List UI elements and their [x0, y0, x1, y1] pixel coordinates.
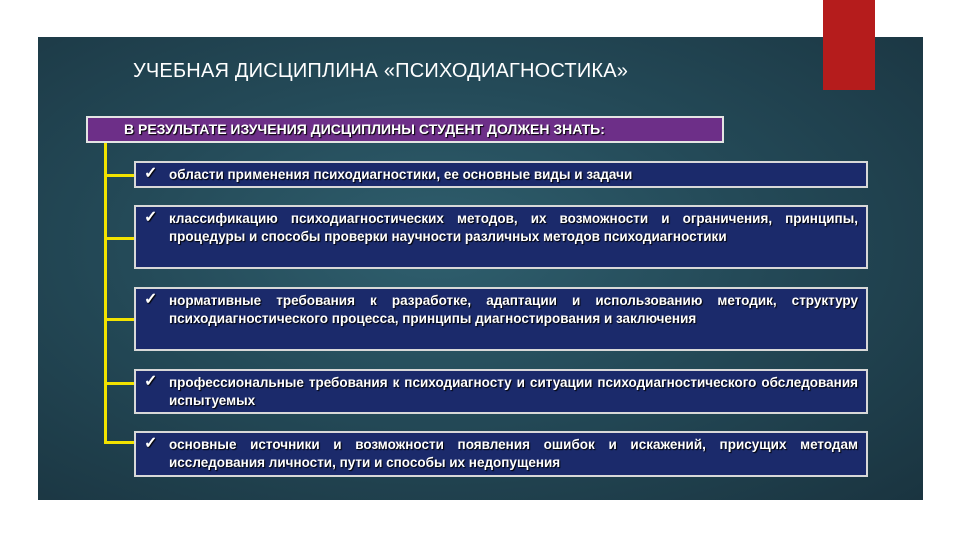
list-item: [134, 431, 868, 477]
list-item: [134, 205, 868, 269]
checkmark-icon: ✓: [144, 435, 158, 452]
connector-trunk: [104, 143, 107, 441]
list-item: [134, 369, 868, 414]
checkmark-icon: ✓: [144, 165, 158, 182]
connector-branch: [104, 441, 134, 444]
connector-branch: [104, 382, 134, 385]
connector-branch: [104, 237, 134, 240]
section-header: В РЕЗУЛЬТАТЕ ИЗУЧЕНИЯ ДИСЦИПЛИНЫ СТУДЕНТ ДОЛЖЕН ЗНАТЬ:: [86, 116, 724, 143]
list-item: [134, 161, 868, 188]
list-item: [134, 287, 868, 351]
checkmark-icon: ✓: [144, 373, 158, 390]
connector-branch: [104, 318, 134, 321]
slide-title: УЧЕБНАЯ ДИСЦИПЛИНА «ПСИХОДИАГНОСТИКА»: [133, 60, 629, 82]
list-item-text: классификацию психодиагностических методов, их возможности и ограничения, принципы, процедуры и способы проверки научности различных методов психодиагностики: [169, 211, 858, 244]
list-item-text: профессиональные требования к психодиагносту и ситуации психодиагностического обследования испытуемых: [169, 375, 858, 408]
list-item-text: области применения психодиагностики, ее основные виды и задачи: [169, 167, 633, 182]
connector-branch: [104, 174, 134, 177]
red-accent-tab: [823, 0, 875, 90]
list-item-text: основные источники и возможности появления ошибок и искажений, присущих методам исследования личности, пути и способы их недопущения: [169, 437, 858, 470]
checkmark-icon: ✓: [144, 291, 158, 308]
list-item-text: нормативные требования к разработке, адаптации и использованию методик, структуру психодиагностического процесса, принципы диагностирования и заключения: [169, 293, 858, 326]
checkmark-icon: ✓: [144, 209, 158, 226]
